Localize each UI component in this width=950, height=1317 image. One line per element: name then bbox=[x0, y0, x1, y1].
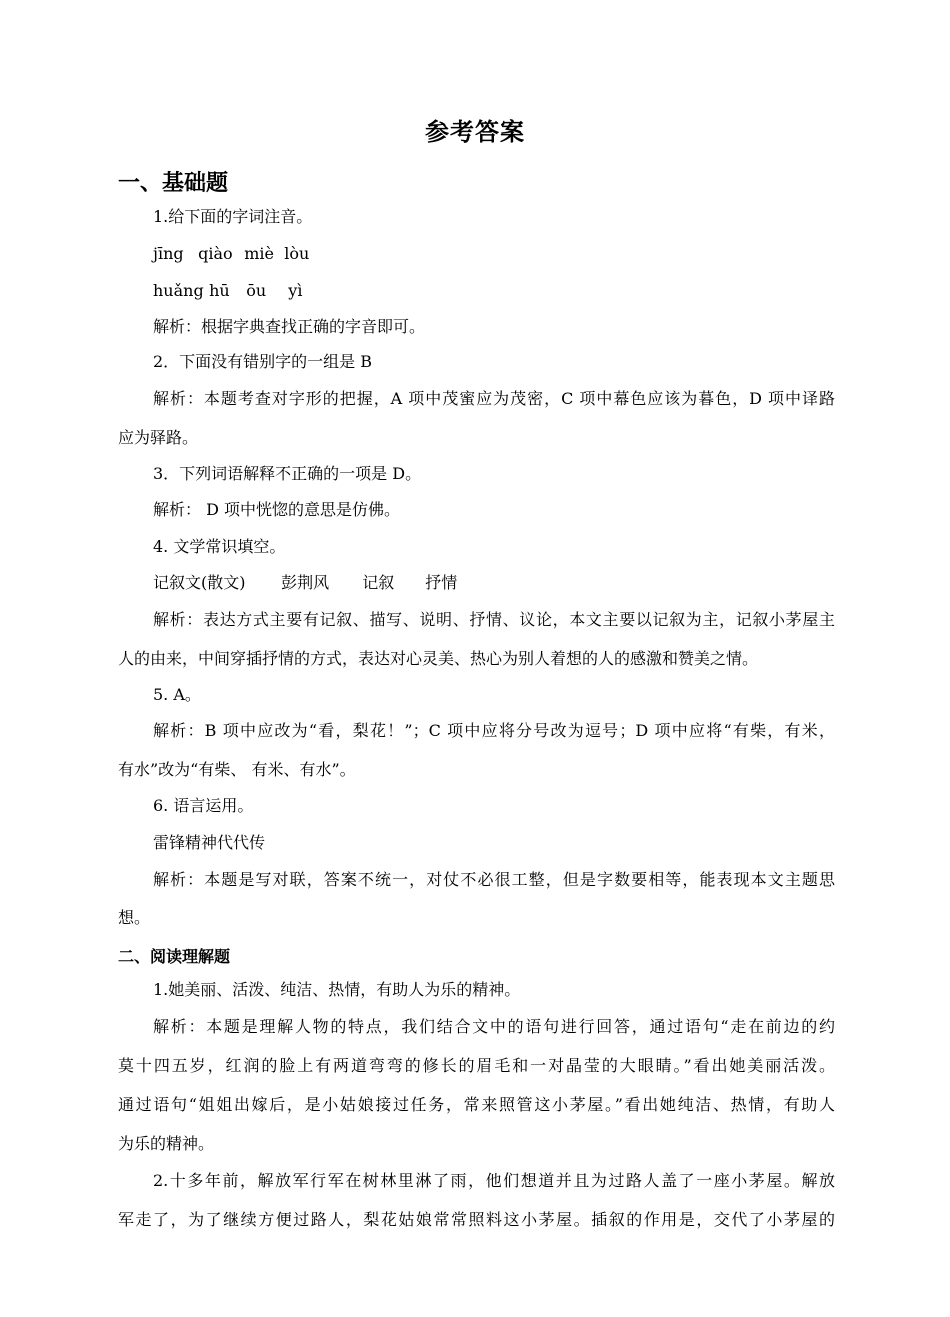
question-5-analysis-line-1: 解析：B 项中应改为“看，梨花！”；C 项中应将分号改为逗号；D 项中应将“有柴，有米， bbox=[153, 721, 835, 740]
reading-question-2-line-2: 军走了，为了继续方便过路人，梨花姑娘常常照料这小茅屋。插叙的作用是，交代了小茅屋的 bbox=[118, 1210, 835, 1229]
pinyin-item: yì bbox=[288, 281, 303, 300]
answer-item: 记叙文(散文) bbox=[153, 573, 246, 592]
pinyin-item: hū bbox=[209, 281, 230, 300]
question-6: 6. 语言运用。 bbox=[153, 796, 254, 815]
question-6-analysis-line-1: 解析：本题是写对联，答案不统一，对仗不必很工整，但是字数要相等，能表现本文主题思 bbox=[153, 870, 835, 889]
reading-1-analysis-line-3: 通过语句“姐姐出嫁后，是小姑娘接过任务，常来照管这小茅屋。”看出她纯洁、热情，有助人 bbox=[118, 1095, 835, 1114]
reading-1-analysis-line-2: 莫十四五岁，红润的脸上有两道弯弯的修长的眉毛和一对晶莹的大眼睛。”看出她美丽活泼。 bbox=[118, 1056, 835, 1075]
reading-question-1: 1.她美丽、活泼、纯洁、热情，有助人为乐的精神。 bbox=[153, 980, 521, 999]
question-4-analysis-line-2: 人的由来，中间穿插抒情的方式，表达对心灵美、热心为别人着想的人的感激和赞美之情。 bbox=[118, 649, 759, 668]
pinyin-item: huǎng bbox=[153, 281, 204, 300]
answer-item: 彭荆风 bbox=[281, 573, 330, 592]
answer-item: 记叙 bbox=[362, 573, 395, 592]
reading-1-analysis-line-1: 解析：本题是理解人物的特点，我们结合文中的语句进行回答，通过语句“走在前边的约 bbox=[153, 1017, 835, 1036]
question-2-analysis-line-1: 解析：本题考查对字形的把握，A 项中茂蜜应为茂密，C 项中幕色应该为暮色，D 项中译路 bbox=[153, 389, 835, 408]
question-6-answer: 雷锋精神代代传 bbox=[153, 833, 266, 852]
question-1-analysis: 解析：根据字典查找正确的字音即可。 bbox=[153, 317, 426, 336]
pinyin-item: jīng bbox=[153, 244, 184, 263]
question-1: 1.给下面的字词注音。 bbox=[153, 207, 313, 226]
reading-1-analysis-line-4: 为乐的精神。 bbox=[118, 1134, 215, 1153]
pinyin-row-1 bbox=[153, 244, 309, 264]
question-4: 4. 文学常识填空。 bbox=[153, 537, 286, 556]
section-heading-basic: 一、基础题 bbox=[118, 170, 229, 196]
question-3-analysis: 解析： D 项中恍惚的意思是仿佛。 bbox=[153, 500, 401, 519]
question-5: 5. A。 bbox=[153, 685, 201, 704]
question-3: 3．下列词语解释不正确的一项是 D。 bbox=[153, 464, 422, 483]
question-5-analysis-line-2: 有水”改为“有柴、 有米、有水”。 bbox=[118, 760, 356, 779]
question-4-analysis-line-1: 解析：表达方式主要有记叙、描写、说明、抒情、议论，本文主要以记叙为主，记叙小茅屋主 bbox=[153, 610, 835, 629]
question-2-analysis-line-2: 应为驿路。 bbox=[118, 428, 199, 447]
pinyin-item: miè bbox=[244, 244, 274, 263]
reading-question-2-line-1: 2.十多年前，解放军行军在树林里淋了雨，他们想道并且为过路人盖了一座小茅屋。解放 bbox=[153, 1171, 835, 1190]
pinyin-row-2 bbox=[153, 281, 302, 301]
question-2: 2．下面没有错别字的一组是 B bbox=[153, 352, 373, 371]
answer-item: 抒情 bbox=[425, 573, 458, 592]
question-6-analysis-line-2: 想。 bbox=[118, 908, 151, 927]
pinyin-item: ōu bbox=[246, 281, 267, 300]
pinyin-item: qiào bbox=[198, 244, 233, 263]
pinyin-item: lòu bbox=[284, 244, 310, 263]
page-title: 参考答案 bbox=[425, 117, 525, 146]
section-heading-reading: 二、阅读理解题 bbox=[118, 947, 231, 966]
question-4-answers bbox=[153, 573, 457, 593]
